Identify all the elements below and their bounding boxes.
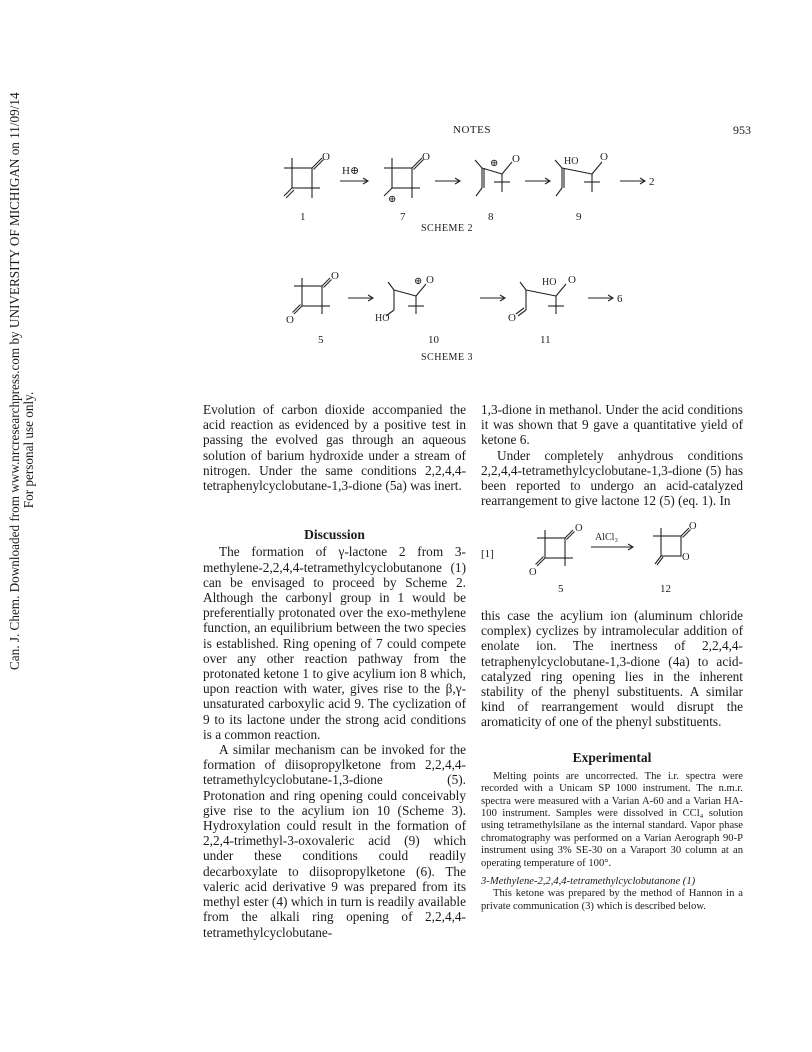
o-label: O (512, 153, 520, 165)
compound-9-label: 9 (576, 211, 582, 223)
paragraph: Melting points are uncorrected. The i.r. spectra were recorded with a Unicam SP 1000 instrument. The n.m.r. spectra were measured with a Varian A-60 and a Varian HA-100 instrument. Samples were dissolved in CCl₄ solution using tetramethylsilane as the internal standard. Vapor phase chromatography was performed on a Varian Aerograph 90-P instrument using 3% SE-30 on a Varaport 30 column at an operating temperature of 100°. (481, 770, 743, 869)
o-label: O (600, 151, 608, 163)
right-column (481, 402, 743, 508)
equation-1-diagram (525, 520, 725, 580)
compound-5-structure (293, 278, 332, 314)
download-notice-line2: For personal use only. (21, 391, 36, 509)
ho-label: HO (375, 313, 390, 324)
compound-7-label: 7 (400, 211, 406, 223)
scheme-3-diagram (280, 268, 640, 348)
o-label: O (422, 151, 430, 163)
experimental-heading: Experimental (572, 749, 652, 765)
compound-12-label: 12 (660, 583, 671, 595)
paragraph: Under completely anhydrous conditions 2,2,4,4-tetramethylcyclobutane-1,3-dione (5) has been reported to undergo an acid-catalyzed rearrangement to give lactone 12 (5) (eq. 1). In (481, 447, 743, 509)
right-column-lower (481, 608, 743, 913)
o-label: O (426, 274, 434, 286)
o-label: O (575, 523, 583, 534)
compound-10-label: 10 (428, 334, 439, 346)
discussion-heading: Discussion (304, 527, 365, 543)
o-label: O (689, 521, 697, 532)
paragraph: This ketone was prepared by the method of Hannon in a private communication (3) which is described below. (481, 888, 743, 912)
compound-10-structure (386, 282, 426, 316)
compound-5-label: 5 (558, 583, 564, 595)
cation-plus: ⊕ (490, 158, 499, 169)
experimental-text (481, 771, 743, 913)
paragraph: The formation of γ-lactone 2 from 3-methylene-2,2,4,4-tetramethylcyclobutanone (1) can be envisaged to proceed by Scheme 2. Although the carbonyl group in 1 would be preferentially protonated over the exo-methylene function, an equilibrium between the two species is established. Ring opening of 7 could compete over any other reaction pathway from the protonated ketone 1 to give acylium ion 8 which, upon reaction with water, gives rise to the β,γ-unsaturated carboxylic acid 9. The cyclization of 9 to its lactone under the strong acid conditions is a common reaction. (203, 544, 466, 742)
product-6-label: 6 (617, 293, 623, 305)
o-label: O (322, 151, 330, 163)
compound-11-structure (516, 282, 566, 316)
cation-plus: ⊕ (388, 194, 397, 205)
paragraph: this case the acylium ion (aluminum chloride complex) cyclizes by intramolecular addition of enolate ion. The inertness of 2,2,4,4-tetraphenylcyclobutane-1,3-dione (4a) to acid-catalyzed ring opening lies in the inherent stability of the phenyl substituents. A similar kind of rearrangement would disrupt the aromaticity of one of the phenyl substituents. (481, 608, 743, 730)
compound-7-structure (384, 158, 424, 198)
compound-9-structure (555, 160, 602, 196)
compound-8-label: 8 (488, 211, 494, 223)
compound-5-label: 5 (318, 334, 324, 346)
o-label: O (331, 270, 339, 282)
o-label: O (682, 552, 690, 563)
product-2-label: 2 (649, 176, 655, 188)
download-notice-line1: Can. J. Chem. Downloaded from www.nrcresearchpress.com by UNIVERSITY OF MICHIGAN on 11/09/14 (7, 92, 22, 670)
reagent-h-plus: H⊕ (342, 165, 360, 177)
download-notice (2, 92, 46, 670)
cation-plus: ⊕ (414, 276, 423, 287)
paragraph: 1,3-dione in methanol. Under the acid conditions it was shown that 9 gave a quantitative yield of ketone 6. (481, 402, 743, 448)
scheme-2-caption: SCHEME 2 (421, 223, 474, 234)
o-label: O (508, 312, 516, 324)
page-number: 953 (733, 123, 751, 137)
scheme-3-caption: SCHEME 3 (421, 352, 474, 363)
equation-number: [1] (481, 548, 494, 560)
running-header: NOTES (453, 124, 491, 136)
o-label: O (286, 314, 294, 326)
paragraph: A similar mechanism can be invoked for the formation of diisopropylketone from 2,2,4,4-tetramethylcyclobutane-1,3-dione (5). Protonation and ring opening could conceivably give rise to the acylium ion 10 (Scheme 3). Hydroxylation could result in the formation of 2,2,4-trimethyl-3-oxovaleric acid (9) which under these conditions could readily decarboxylate to diisopropylketone (6). The valeric acid derivative 9 was prepared from its methyl ester (4) which in turn is readily available from the alkali ring opening of 2,2,4,4-tetramethylcyclobutane- (203, 742, 466, 940)
reagent-alcl3: AlCl₃ (595, 532, 618, 543)
o-label: O (529, 567, 537, 578)
left-column (203, 402, 466, 940)
paragraph: Evolution of carbon dioxide accompanied the acid reaction as evidenced by a positive test in passing the evolved gas through an aqueous solution of barium hydroxide under a stream of nitrogen. Under the same conditions 2,2,4,4-tetraphenylcyclobutane-1,3-dione (5a) was inert. (203, 402, 466, 494)
compound-1-structure (284, 158, 324, 198)
compound-subheading: 3-Methylene-2,2,4,4-tetramethylcyclobutanone (1) (481, 876, 696, 888)
ho-label: HO (542, 277, 557, 288)
ho-label: HO (564, 156, 579, 167)
compound-1-label: 1 (300, 211, 306, 223)
compound-5-structure (536, 530, 575, 566)
compound-11-label: 11 (540, 334, 551, 346)
o-label: O (568, 274, 576, 286)
